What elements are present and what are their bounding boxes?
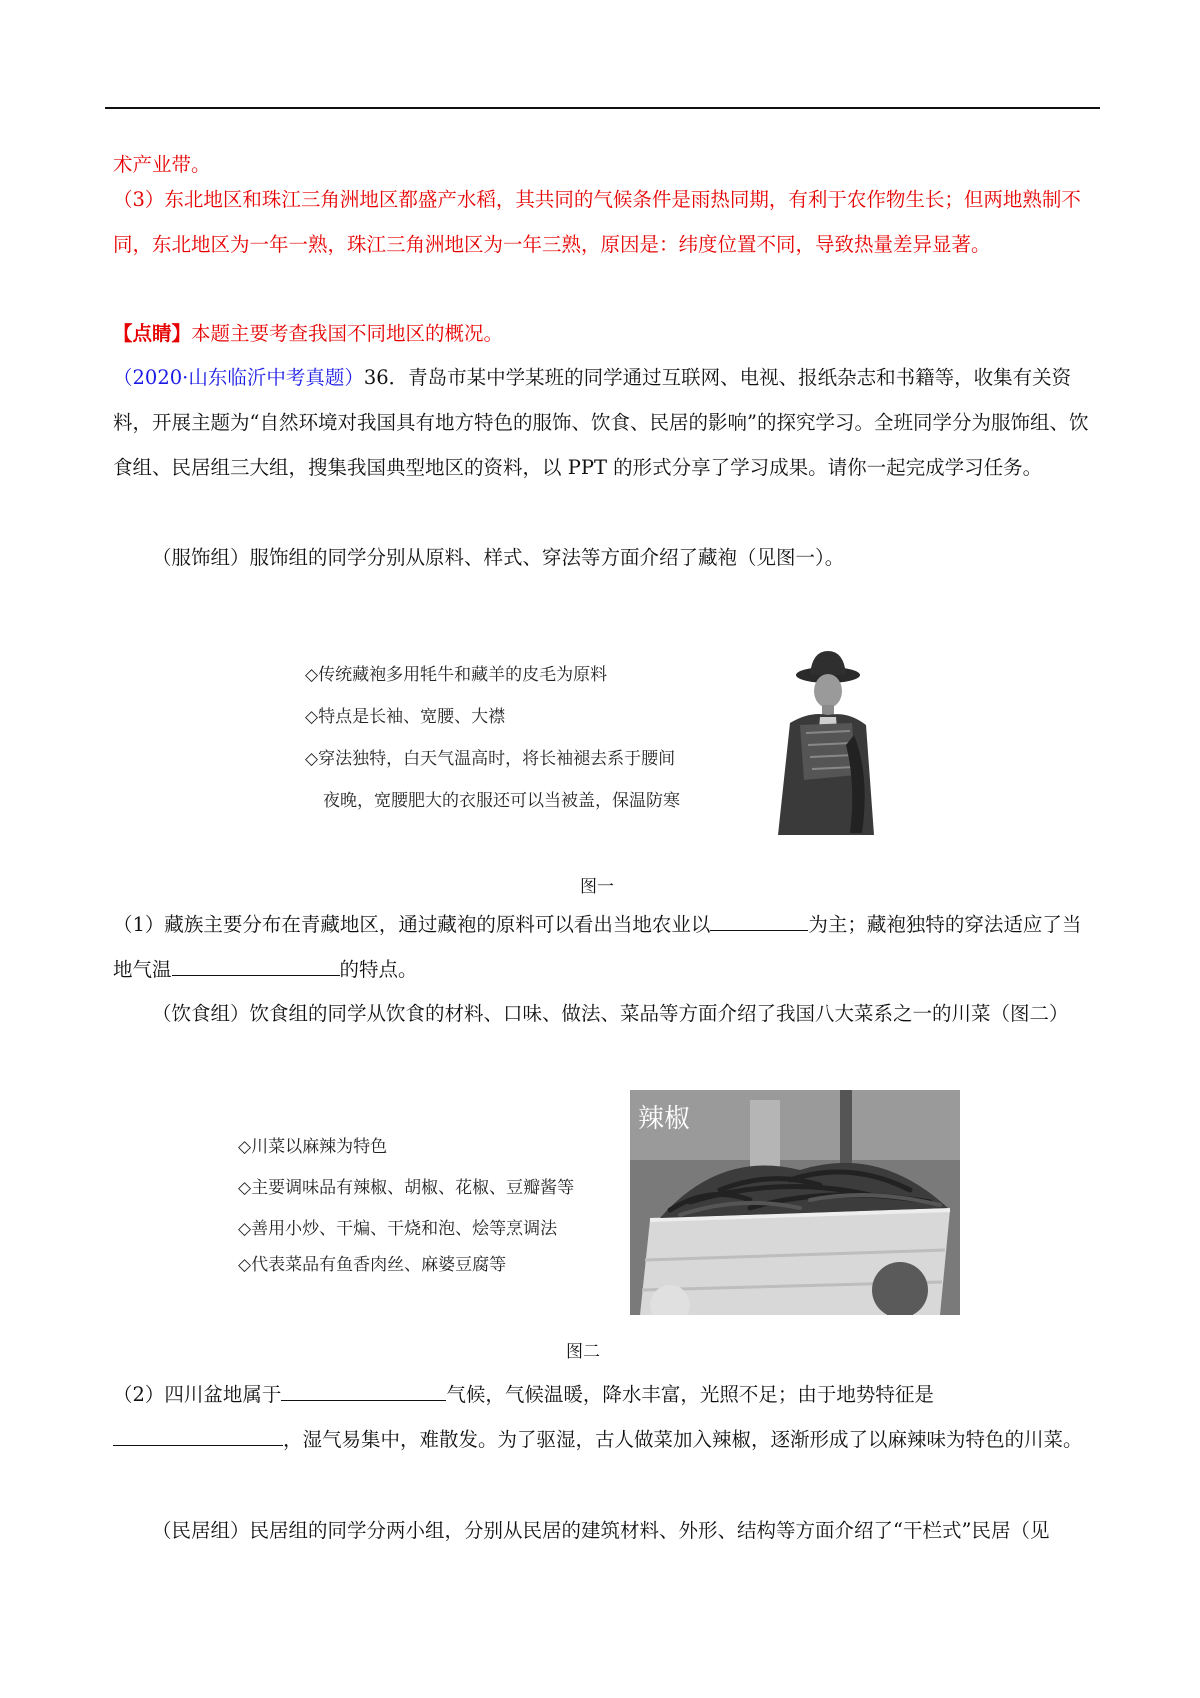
figure-1-line: ◇传统藏袍多用牦牛和藏羊的皮毛为原料 xyxy=(305,665,608,685)
question-intro-text: 36．青岛市某中学某班的同学通过互联网、电视、报纸杂志和书籍等，收集有关资料，开展主题为“自然环境对我国具有地方特色的服饰、饮食、民居的影响”的探究学习。全班同学分为服饰组、饮食组、民居组三大组，搜集我国典型地区的资料，以 PPT 的形式分享了学习成果。请你一起完成学习任务。 xyxy=(113,366,1089,479)
food-intro: （饮食组）饮食组的同学从饮食的材料、口味、做法、菜品等方面介绍了我国八大菜系之一的川菜（图二） xyxy=(152,1002,1069,1025)
tibetan-robe-photo xyxy=(770,645,880,835)
figure-1-line: 夜晚，宽腰肥大的衣服还可以当被盖，保温防寒 xyxy=(323,791,680,811)
figure-2-line: ◇主要调味品有辣椒、胡椒、花椒、豆瓣酱等 xyxy=(238,1178,575,1198)
answer-line-1: 术产业带。 xyxy=(113,153,211,176)
question-1-part-a: （1）藏族主要分布在青藏地区，通过藏袍的原料可以看出当地农业以 xyxy=(113,913,711,936)
tip-text: 本题主要考查我国不同地区的概况。 xyxy=(191,322,504,345)
house-intro: （民居组）民居组的同学分两小组，分别从民居的建筑材料、外形、结构等方面介绍了“干栏式”民居（见 xyxy=(152,1519,1050,1542)
figure-2-text-panel xyxy=(235,1090,620,1285)
tip-paragraph xyxy=(113,311,1098,356)
question-2-part-c: ，湿气易集中，难散发。为了驱湿，古人做菜加入辣椒，逐渐形成了以麻辣味为特色的川菜。 xyxy=(283,1428,1083,1451)
chili-photo-label: 辣椒 xyxy=(638,1104,691,1134)
chili-pepper-photo xyxy=(630,1090,960,1315)
answer-blank[interactable] xyxy=(172,954,340,976)
answer-blank[interactable] xyxy=(710,909,808,931)
question-2-part-b: 气候，气候温暖，降水丰富，光照不足；由于地势特征是 xyxy=(446,1383,934,1406)
question-1-part-c: 的特点。 xyxy=(339,958,418,981)
figure-2-caption: 图二 xyxy=(566,1342,600,1362)
question-2-part-a: （2）四川盆地属于 xyxy=(113,1383,282,1406)
figure-1-line: ◇穿法独特，白天气温高时，将长袖褪去系于腰间 xyxy=(305,749,676,769)
question-2 xyxy=(113,1372,1098,1462)
question-intro xyxy=(113,355,1098,490)
question-source: （2020·山东临沂中考真题） xyxy=(113,366,364,389)
figure-2-line: ◇川菜以麻辣为特色 xyxy=(238,1137,388,1157)
question-1-part-b: 为主；藏袍独特的穿法适应了当地气温 xyxy=(113,913,1082,981)
answer-blank[interactable] xyxy=(113,1424,283,1446)
figure-2-line: ◇善用小炒、干煸、干烧和泡、烩等烹调法 xyxy=(238,1219,558,1239)
figure-1-caption: 图一 xyxy=(580,877,614,897)
clothing-intro: （服饰组）服饰组的同学分别从原料、样式、穿法等方面介绍了藏袍（见图一）。 xyxy=(152,546,845,569)
tip-label: 【点睛】 xyxy=(113,322,192,345)
figure-1-line: ◇特点是长袖、宽腰、大襟 xyxy=(305,707,506,727)
figure-2-line: ◇代表菜品有鱼香肉丝、麻婆豆腐等 xyxy=(238,1255,507,1275)
answer-part-3: （3）东北地区和珠江三角洲地区都盛产水稻，其共同的气候条件是雨热同期，有利于农作物生长；但两地熟制不同，东北地区为一年一熟，珠江三角洲地区为一年三熟，原因是：纬度位置不同，导致热量差异显著。 xyxy=(113,188,1081,256)
header-rule xyxy=(105,107,1100,109)
question-1 xyxy=(113,902,1098,992)
answer-blank[interactable] xyxy=(281,1379,446,1401)
figure-1-text-panel xyxy=(305,650,835,840)
